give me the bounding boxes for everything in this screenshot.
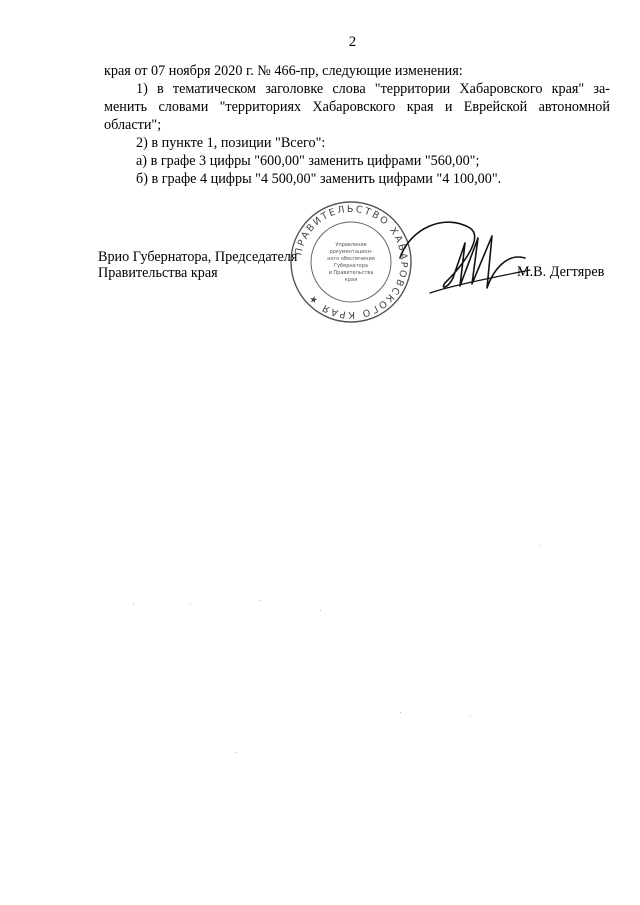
signatory-name: М.В. Дегтярев <box>517 264 605 280</box>
body-line-6: а) в графе 3 цифры "600,00" заменить цифрами "560,00"; <box>136 153 480 169</box>
svg-text:ного обеспечения: ного обеспечения <box>327 256 375 262</box>
scan-speck <box>540 545 541 546</box>
handwritten-signature-icon <box>390 198 540 308</box>
scan-speck <box>470 715 471 716</box>
svg-text:ПРАВИТЕЛЬСТВО ХАБАРОВСКОГО КРА: ПРАВИТЕЛЬСТВО ХАБАРОВСКОГО КРАЯ ★ <box>293 203 410 321</box>
svg-text:края: края <box>344 277 358 283</box>
body-line-7: б) в графе 4 цифры "4 500,00" заменить цифрами "4 100,00". <box>136 171 502 187</box>
svg-text:документацион-: документацион- <box>329 249 373 255</box>
scan-speck <box>236 752 237 753</box>
scan-speck <box>190 604 191 605</box>
page-number: 2 <box>348 34 357 50</box>
scan-speck <box>260 600 261 601</box>
svg-text:Управление: Управление <box>335 242 367 248</box>
svg-text:и Правительства: и Правительства <box>328 270 374 276</box>
signatory-title-line-2: Правительства края <box>98 265 218 281</box>
scan-speck <box>400 712 401 713</box>
scan-speck <box>133 604 134 605</box>
scan-speck <box>320 610 321 611</box>
body-line-1: края от 07 ноября 2020 г. № 466-пр, следующие изменения: <box>104 63 463 79</box>
body-line-3: менить словами "территориях Хабаровского края и Еврейской автономной <box>104 99 610 115</box>
body-line-5: 2) в пункте 1, позиции "Всего": <box>136 135 326 151</box>
svg-text:Губернатора: Губернатора <box>334 263 368 269</box>
body-line-4: области"; <box>104 117 162 133</box>
body-line-2: 1) в тематическом заголовке слова "территории Хабаровского края" за- <box>136 81 610 97</box>
signatory-title-line-1: Врио Губернатора, Председателя <box>98 249 298 265</box>
signatory-title <box>98 249 297 281</box>
